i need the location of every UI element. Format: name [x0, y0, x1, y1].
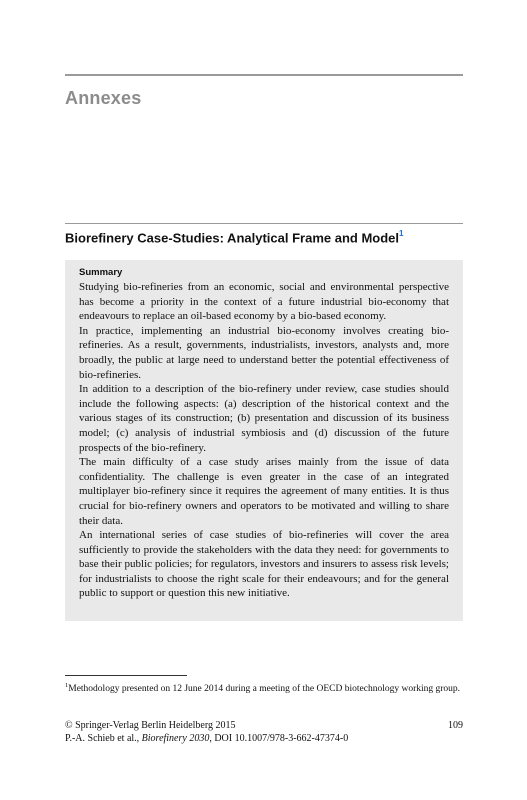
footnote: [65, 680, 463, 696]
chapter-title: Annexes: [65, 88, 142, 108]
footnote-marker: 1: [65, 682, 69, 689]
footnote-text: Methodology presented on 12 June 2014 during a meeting of the OECD biotechnology working group.: [68, 684, 461, 695]
citation-authors: P.-A. Schieb et al.,: [65, 733, 142, 744]
footnote-divider: [65, 675, 187, 676]
summary-heading: Summary: [79, 267, 123, 278]
footnote-reference-link[interactable]: 1: [399, 229, 404, 238]
summary-box: [65, 260, 463, 621]
summary-paragraph: An international series of case studies of bio-refineries will cover the area sufficiently to provide the stakeholders with the data they need: for governments to base their public policies; for regulators, investors and insurers to assess risk levels; for industrialists to choose the right scale for their endeavours; and for the general public to support or question this new initiative.: [79, 529, 449, 600]
top-divider: [65, 74, 463, 76]
section-title-text: Biorefinery Case-Studies: Analytical Frame and Model: [65, 230, 399, 246]
section-divider: [65, 223, 463, 224]
page-number: 109: [448, 720, 463, 731]
summary-paragraph: Studying bio-refineries from an economic, social and environmental perspective has become a priority in the context of a future industrial bio-economy that endeavours to replace an oil-based economy by a bio-based economy.: [79, 281, 449, 323]
summary-content: [79, 266, 449, 601]
summary-paragraph: In addition to a description of the bio-refinery under review, case studies should include the following aspects: (a) description of the historical context and the various stages of its construction; (b) presentation and discussion of its business model; (c) analysis of industrial symbiosis and (d) discussion of the future prospects of the bio-refinery.: [79, 383, 449, 454]
copyright-line: © Springer-Verlag Berlin Heidelberg 2015: [65, 720, 236, 731]
citation-book-title: Biorefinery 2030: [141, 733, 210, 744]
summary-paragraph: The main difficulty of a case study arises mainly from the issue of data confidentiality. The challenge is even greater in the case of an integrated multiplayer bio-refinery since it requires the agreement of many entities. It is thus crucial for bio-refinery owners and operators to be motivated and willing to share their data.: [79, 456, 449, 527]
citation-doi[interactable]: , DOI 10.1007/978-3-662-47374-0: [209, 733, 349, 744]
section-title: [65, 230, 403, 245]
summary-paragraph: In practice, implementing an industrial bio-economy involves creating bio-refineries. As a result, governments, industrialists, investors, analysts and, more broadly, the public at large need to understand better the potential effectiveness of bio-refineries.: [79, 324, 449, 381]
citation-line: [65, 733, 348, 746]
